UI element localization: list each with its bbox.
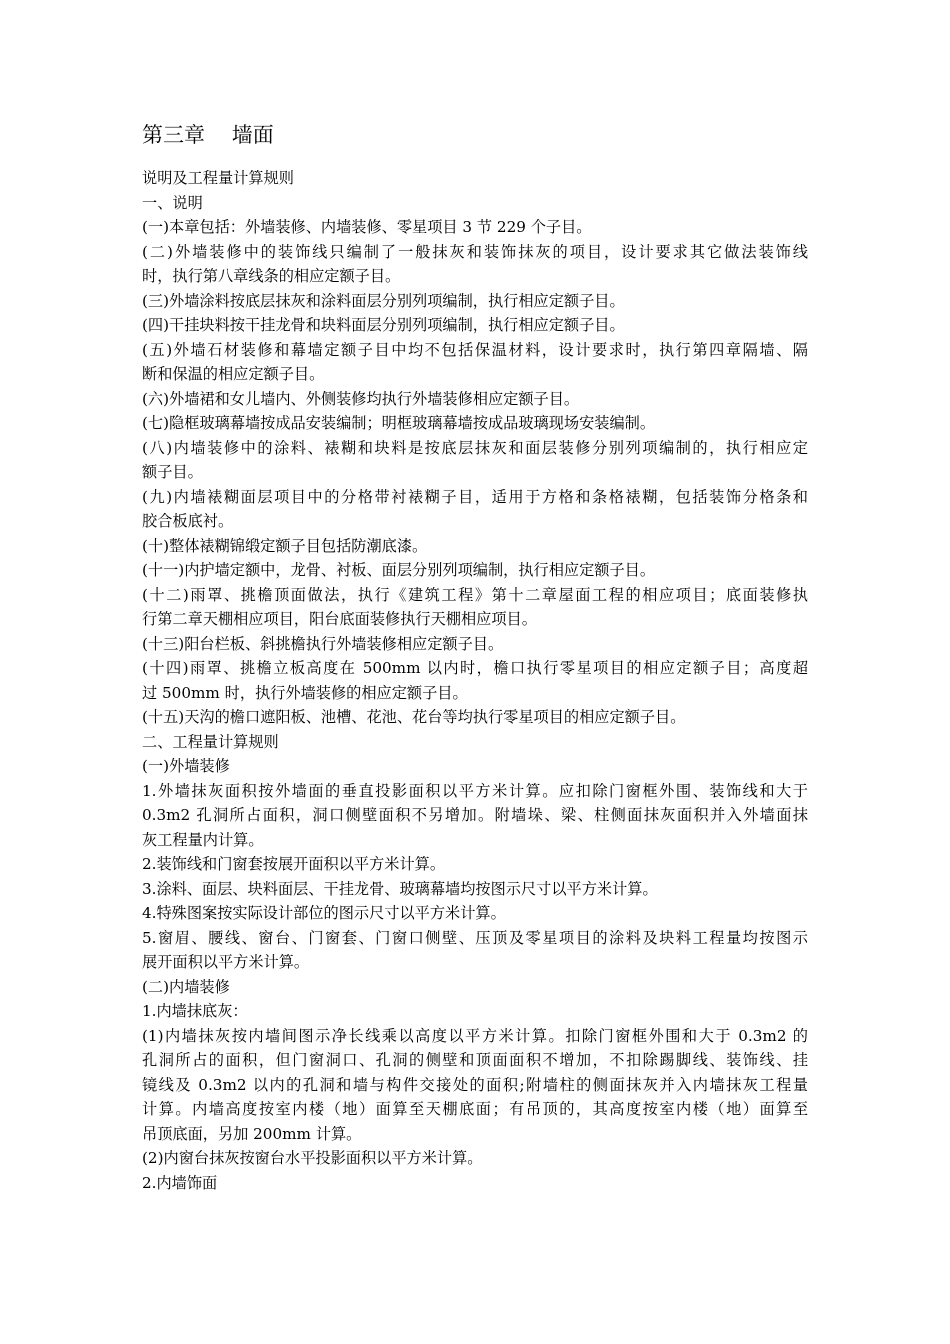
text-line: (九)内墙裱糊面层项目中的分格带衬裱糊子目，适用于方格和条格裱糊，包括装饰分格条和 — [142, 487, 808, 506]
text-line: (十三)阳台栏板、斜挑檐执行外墙装修相应定额子目。 — [142, 634, 504, 653]
text-line: (五)外墙石材装修和幕墙定额子目中均不包括保温材料，设计要求时，执行第四章隔墙、隔 — [142, 340, 808, 359]
text-line: 镜线及 0.3m2 以内的孔洞和墙与构件交接处的面积;附墙柱的侧面抹灰并入内墙抹灰工程量 — [142, 1075, 808, 1094]
text-line: 断和保温的相应定额子目。 — [142, 365, 325, 383]
text-line: (十二)雨罩、挑檐顶面做法，执行《建筑工程》第十二章屋面工程的相应项目；底面装修执 — [142, 585, 808, 604]
text-line: 5.窗眉、腰线、窗台、门窗套、门窗口侧壁、压顶及零星项目的涂料及块料工程量均按图示 — [142, 928, 808, 947]
text-line: (八)内墙装修中的涂料、裱糊和块料是按底层抹灰和面层装修分别列项编制的，执行相应定 — [142, 438, 808, 457]
text-line: 一、说明 — [142, 193, 203, 212]
text-line: (十四)雨罩、挑檐立板高度在 500mm 以内时，檐口执行零星项目的相应定额子目；高度超 — [142, 659, 808, 677]
text-line: 说明及工程量计算规则 — [142, 169, 294, 187]
text-line: (十一)内护墙定额中，龙骨、衬板、面层分别列项编制，执行相应定额子目。 — [142, 561, 656, 579]
text-line: (四)干挂块料按干挂龙骨和块料面层分别列项编制，执行相应定额子目。 — [142, 316, 625, 334]
text-line: (六)外墙裙和女儿墙内、外侧装修均执行外墙装修相应定额子目。 — [142, 389, 580, 408]
text-line: (一)本章包括：外墙装修、内墙装修、零星项目 3 节 229 个子目。 — [142, 218, 592, 236]
text-line: 二、工程量计算规则 — [142, 732, 279, 751]
text-line: 2.装饰线和门窗套按展开面积以平方米计算。 — [142, 855, 446, 873]
text-line: 0.3m2 孔洞所占面积，洞口侧壁面积不另增加。附墙垛、梁、柱侧面抹灰面积并入外墙面抹 — [142, 806, 808, 824]
text-line: (十五)天沟的檐口遮阳板、池槽、花池、花台等均执行零星项目的相应定额子目。 — [142, 708, 686, 726]
text-line: (二)外墙装修中的装饰线只编制了一般抹灰和装饰抹灰的项目，设计要求其它做法装饰线 — [142, 242, 808, 261]
text-line: 3.涂料、面层、块料面层、干挂龙骨、玻璃幕墙均按图示尺寸以平方米计算。 — [142, 879, 658, 898]
text-line: (1)内墙抹灰按内墙间图示净长线乘以高度以平方米计算。扣除门窗框外围和大于 0.3m2 的 — [142, 1026, 808, 1045]
text-line: 1.内墙抹底灰： — [142, 1002, 248, 1020]
text-line: 2.内墙饰面 — [142, 1173, 218, 1192]
text-line: 1.外墙抹灰面积按外墙面的垂直投影面积以平方米计算。应扣除门窗框外围、装饰线和大于 — [142, 781, 808, 800]
text-line: 胶合板底衬。 — [142, 512, 234, 530]
text-line: 时，执行第八章线条的相应定额子目。 — [142, 267, 401, 285]
text-line: 孔洞所占的面积，但门窗洞口、孔洞的侧壁和顶面面积不增加，不扣除踢脚线、装饰线、挂 — [142, 1051, 808, 1069]
text-line: (2)内窗台抹灰按窗台水平投影面积以平方米计算。 — [142, 1149, 483, 1167]
document-body — [142, 166, 808, 1195]
text-line: (十)整体裱糊锦缎定额子目包括防潮底漆。 — [142, 536, 428, 555]
chapter-title: 第三章 墙面 — [142, 123, 274, 147]
text-line: (三)外墙涂料按底层抹灰和涂料面层分别列项编制，执行相应定额子目。 — [142, 291, 625, 310]
text-line: 展开面积以平方米计算。 — [142, 953, 310, 971]
text-line: 4.特殊图案按实际设计部位的图示尺寸以平方米计算。 — [142, 904, 506, 922]
text-line: (二)内墙装修 — [142, 977, 230, 996]
text-line: 额子目。 — [142, 463, 203, 481]
text-line: (一)外墙装修 — [142, 757, 230, 775]
document-page — [142, 118, 808, 1195]
text-line: 计算。内墙高度按室内楼（地）面算至天棚底面；有吊顶的，其高度按室内楼（地）面算至 — [142, 1100, 808, 1118]
text-line: 过 500mm 时，执行外墙装修的相应定额子目。 — [142, 683, 468, 702]
text-line: (七)隐框玻璃幕墙按成品安装编制；明框玻璃幕墙按成品玻璃现场安装编制。 — [142, 414, 656, 432]
text-line: 灰工程量内计算。 — [142, 830, 264, 849]
text-line: 吊顶底面，另加 200mm 计算。 — [142, 1124, 362, 1143]
text-line: 行第二章天棚相应项目，阳台底面装修执行天棚相应项目。 — [142, 610, 537, 628]
